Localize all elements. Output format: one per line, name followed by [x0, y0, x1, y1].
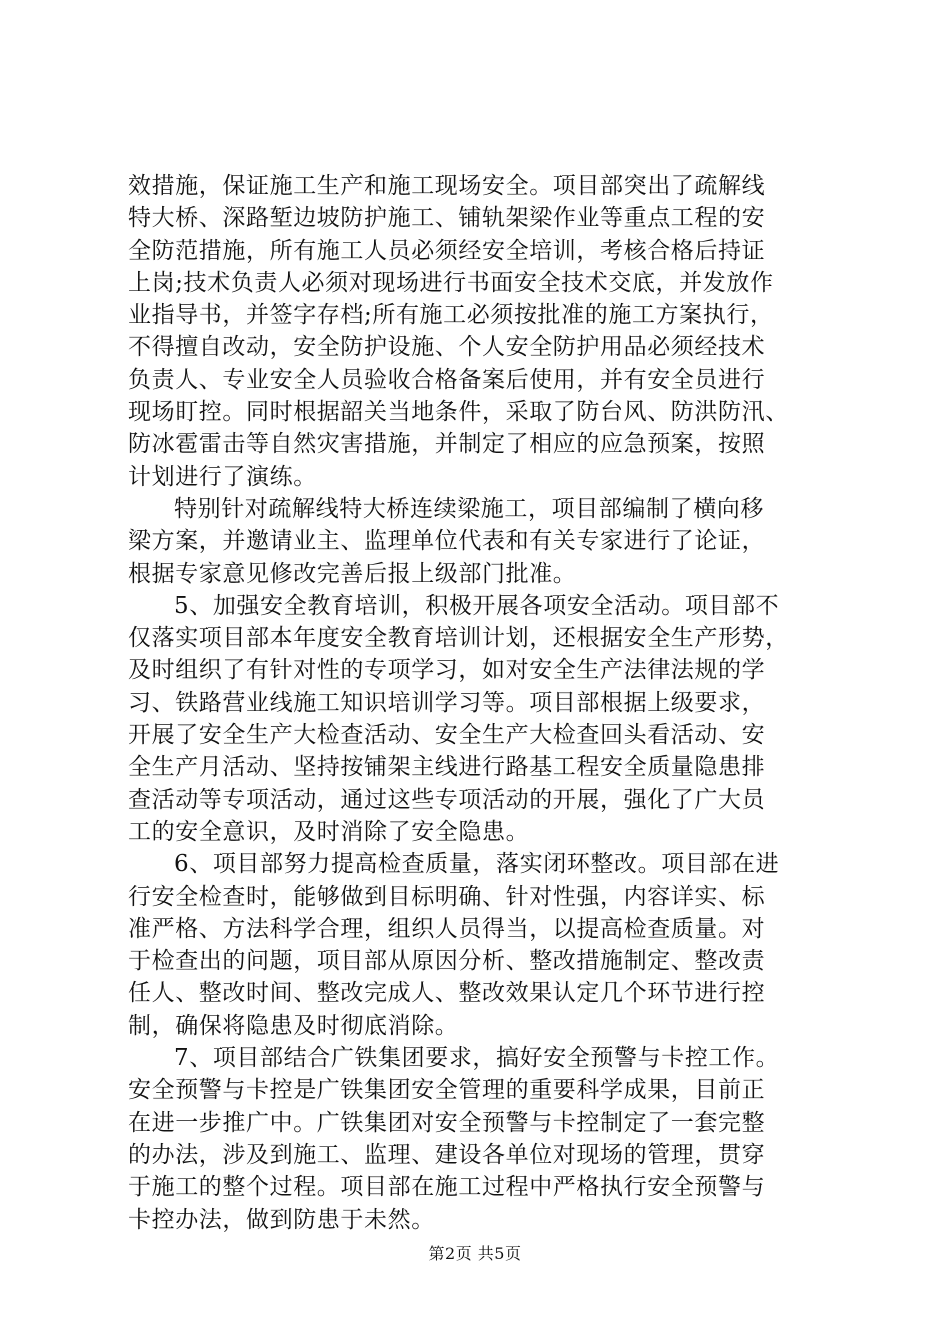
- page-number-footer: 第2页 共5页: [428, 1244, 522, 1263]
- text-line: 的办法，涉及到施工、监理、建设各单位对现场的管理，贯穿: [128, 1141, 766, 1168]
- text-line: 业指导书，并签字存档;所有施工必须按批准的施工方案执行，: [128, 302, 774, 329]
- text-line: 负责人、专业安全人员验收合格备案后使用，并有安全员进行: [128, 366, 766, 393]
- text-line: 工的安全意识，及时消除了安全隐患。: [128, 818, 530, 845]
- text-line: 效措施，保证施工生产和施工现场安全。项目部突出了疏解线: [128, 173, 766, 199]
- paragraph-start-line: 5、加强安全教育培训，积极开展各项安全活动。项目部不: [174, 592, 780, 619]
- text-line: 特大桥、深路堑边坡防护施工、铺轨架梁作业等重点工程的安: [128, 205, 766, 232]
- text-line: 在进一步推广中。广铁集团对安全预警与卡控制定了一套完整: [128, 1109, 766, 1136]
- text-line: 全防范措施，所有施工人员必须经安全培训，考核合格后持证: [128, 237, 766, 264]
- paragraph-start-line: 6、项目部努力提高检查质量，落实闭环整改。项目部在进: [174, 851, 780, 878]
- text-line: 卡控办法，做到防患于未然。: [128, 1206, 435, 1233]
- text-line: 不得擅自改动，安全防护设施、个人安全防护用品必须经技术: [128, 334, 766, 361]
- text-line: 查活动等专项活动，通过这些专项活动的开展，强化了广大员: [128, 786, 766, 813]
- text-line: 于检查出的问题，项目部从原因分析、整改措施制定、整改责: [128, 948, 766, 975]
- text-line: 防冰雹雷击等自然灾害措施，并制定了相应的应急预案，按照: [128, 431, 766, 458]
- text-line: 于施工的整个过程。项目部在施工过程中严格执行安全预警与: [128, 1174, 766, 1201]
- text-line: 任人、整改时间、整改完成人、整改效果认定几个环节进行控: [128, 980, 766, 1007]
- text-line: 准严格、方法科学合理，组织人员得当，以提高检查质量。对: [128, 915, 766, 942]
- body-text: [128, 170, 828, 1236]
- text-line: 习、铁路营业线施工知识培训学习等。项目部根据上级要求，: [128, 689, 766, 716]
- text-line: 梁方案，并邀请业主、监理单位代表和有关专家进行了论证，: [128, 528, 766, 555]
- text-line: 根据专家意见修改完善后报上级部门批准。: [128, 560, 577, 587]
- text-line: 仅落实项目部本年度安全教育培训计划，还根据安全生产形势，: [128, 625, 789, 652]
- text-line: 安全预警与卡控是广铁集团安全管理的重要科学成果，目前正: [128, 1077, 766, 1104]
- text-line: 全生产月活动、坚持按铺架主线进行路基工程安全质量隐患排: [128, 754, 766, 781]
- paragraph-start-line: 特别针对疏解线特大桥连续梁施工，项目部编制了横向移: [174, 495, 764, 522]
- text-line: 及时组织了有针对性的专项学习，如对安全生产法律法规的学: [128, 657, 766, 684]
- text-line: 制，确保将隐患及时彻底消除。: [128, 1012, 459, 1039]
- text-line: 开展了安全生产大检查活动、安全生产大检查回头看活动、安: [128, 722, 766, 749]
- paragraph-start-line: 7、项目部结合广铁集团要求，搞好安全预警与卡控工作。: [174, 1045, 780, 1072]
- text-line: 上岗;技术负责人必须对现场进行书面安全技术交底，并发放作: [128, 269, 774, 296]
- text-line: 行安全检查时，能够做到目标明确、针对性强，内容详实、标: [128, 883, 766, 910]
- text-line: 计划进行了演练。: [128, 463, 317, 490]
- text-line: 现场盯控。同时根据韶关当地条件，采取了防台风、防洪防汛、: [128, 399, 789, 426]
